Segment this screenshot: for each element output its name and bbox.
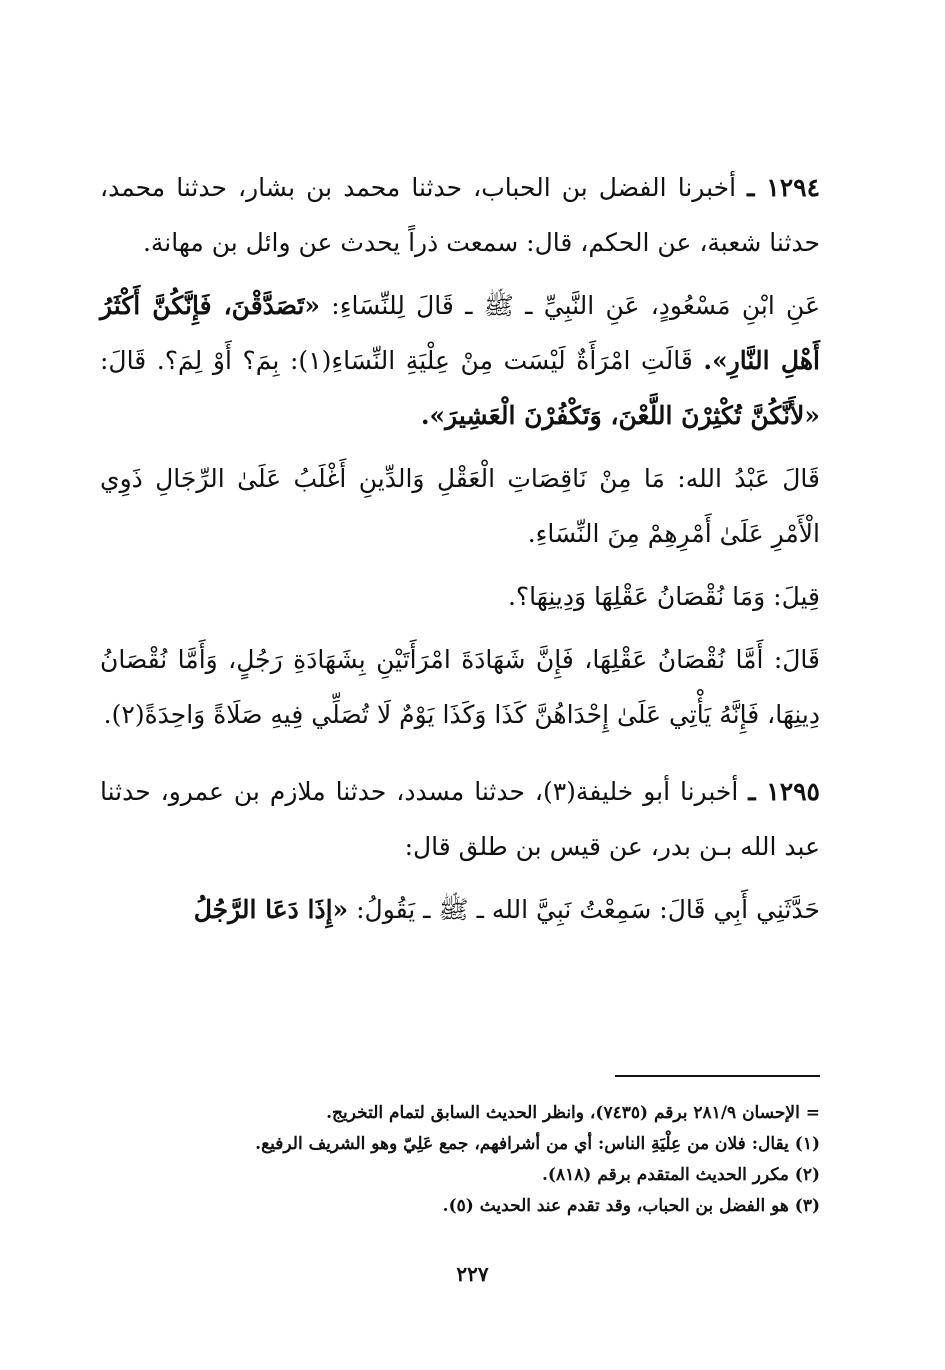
- matn-text: حَدَّثَنِي أَبِي قَالَ: سَمِعْتُ نَبِيَّ الله ـ ﷺ ـ يَقُولُ:: [356, 895, 820, 924]
- hadith-number: ١٢٩٥ ـ: [748, 777, 820, 806]
- hadith-1294-isnad: [100, 160, 820, 270]
- hadith-1294-matn: [100, 278, 820, 443]
- footnotes: [120, 1098, 820, 1222]
- abdullah-statement: قَالَ عَبْدُ الله: مَا مِنْ نَاقِصَاتِ الْعَقْلِ وَالدِّينِ أَغْلَبُ عَلَىٰ الرِّجَالِ ذَوِي الْأَمْرِ عَلَىٰ أَمْرِهِمْ مِنَ النِّسَاءِ.: [100, 464, 820, 548]
- isnad-text: أخبرنا أبو خليفة(٣)، حدثنا مسدد، حدثنا ملازم بن عمرو، حدثنا عبد الله بـن بدر، عن قيس بن طلق قال:: [100, 777, 820, 861]
- matn-text: قَالَتِ امْرَأَةٌ لَيْسَت مِنْ عِلْيَةِ النِّسَاءِ(١): بِمَ؟ أَوْ لِمَ؟. قَالَ:: [100, 346, 693, 375]
- page-number: ٢٢٧: [456, 1262, 489, 1286]
- hadith-1295-matn: [100, 882, 820, 937]
- prophet-quote: «تَصَدَّقْنَ، فَإِنَّكُنَّ أَكْثَرُ أَهْلِ النَّارِ».: [100, 291, 820, 375]
- hadith-number: ١٢٩٤ ـ: [747, 173, 820, 202]
- prophet-quote: «لأَنَّكُنَّ تُكْثِرْنَ اللَّعْنَ، وَتَكْفُرْنَ الْعَشِيرَ».: [420, 401, 820, 430]
- answer-paragraph: قَالَ: أَمَّا نُقْصَانُ عَقْلِهَا، فَإِنَّ شَهَادَةَ امْرَأَتَيْنِ بِشَهَادَةِ رَجُلٍ، وَأَمَّا نُقْصَانُ دِينِهَا، فَإِنَّهُ يَأْتِي عَلَىٰ إِحْدَاهُنَّ كَذَا وَكَذَا يَوْمٌ لَا تُصَلِّي فِيهِ صَلَاةً وَاحِدَةً(٢).: [100, 645, 820, 729]
- isnad-text: أخبرنا الفضل بن الحباب، حدثنا محمد بن بشار، حدثنا محمد، حدثنا شعبة، عن الحكم، قال: سمعت ذراً يحدث عن وائل بن مهانة.: [100, 173, 820, 257]
- question-line: قِيلَ: وَمَا نُقْصَانُ عَقْلِهَا وَدِينِهَا؟.: [507, 582, 820, 611]
- footnote-continuation: = الإحسان ٢٨١/٩ برقم (٧٤٣٥)، وانظر الحديث السابق لتمام التخريج.: [326, 1103, 820, 1123]
- footnote-3: (٣) هو الفضل بن الحباب، وقد تقدم عند الحديث (٥).: [442, 1196, 820, 1216]
- prophet-quote: «إِذَا دَعَا الرَّجُلُ: [193, 895, 349, 924]
- footnote-separator: [615, 1075, 820, 1077]
- footnote-1: (١) يقال: فلان من عِلْيَةِ الناس: أي من أشرافهم، جمع عَلِيّ وهو الشريف الرفيع.: [255, 1134, 820, 1154]
- matn-text: عَنِ ابْنِ مَسْعُودٍ، عَنِ النَّبِيِّ ـ ﷺ ـ قَالَ لِلنِّسَاءِ:: [331, 291, 820, 320]
- hadith-1295-isnad: [100, 764, 820, 874]
- main-text: [100, 160, 820, 945]
- footnote-2: (٢) مكرر الحديث المتقدم برقم (٨١٨).: [541, 1165, 820, 1185]
